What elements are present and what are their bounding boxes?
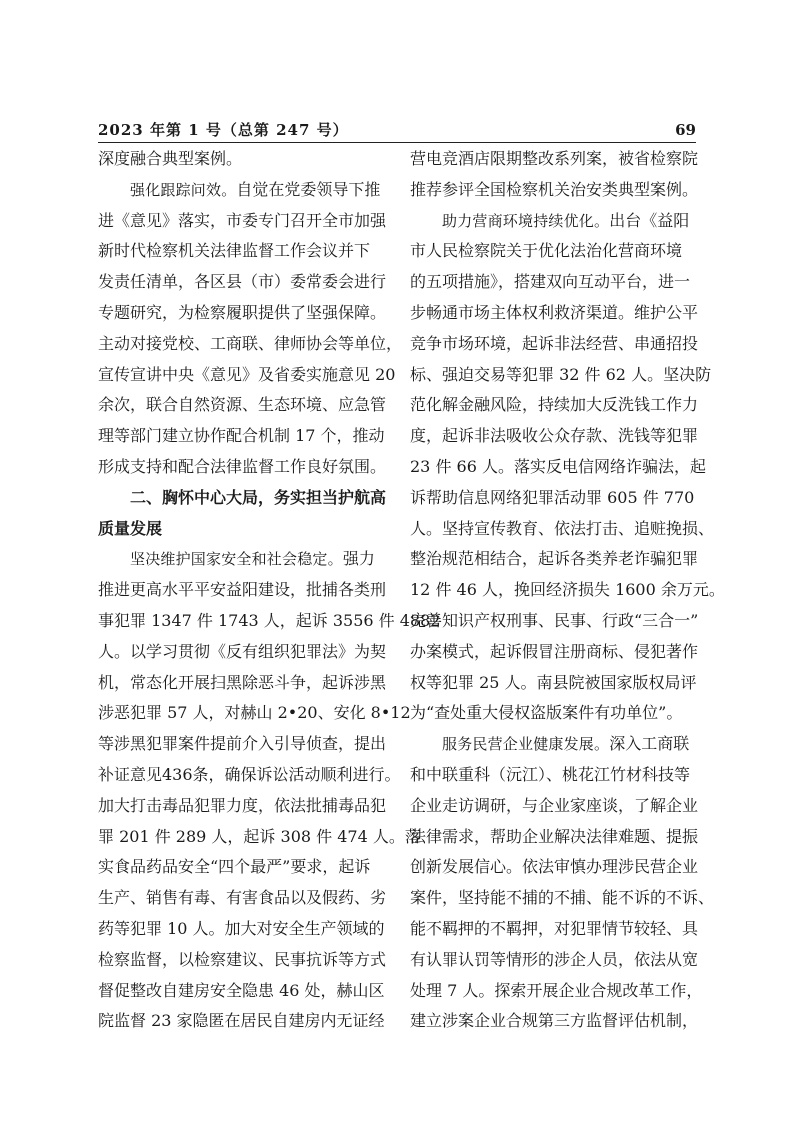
- text-line: 事犯罪 1347 件 1743 人，起诉 3556 件 4882: [98, 610, 441, 630]
- text-line: 涉恶犯罪 57 人，对赫山 2•20、安化 8•12: [98, 703, 411, 723]
- text-line: 主动对接党校、工商联、律师协会等单位，: [98, 333, 403, 353]
- paragraph-lead: 坚决维护国家安全和社会稳定。: [130, 550, 343, 569]
- text-line: 度，起诉非法吸收公众存款、洗钱等犯罪: [410, 426, 699, 446]
- right-column: [410, 144, 725, 1037]
- text-line: 推进更高水平平安益阳建设，批捕各类刑: [98, 580, 387, 600]
- text-line: 和中联重科（沅江）、桃花江竹材科技等: [410, 764, 691, 784]
- text-line: 补证意见436条，确保诉讼活动顺利进行。: [98, 764, 401, 784]
- text-line: 余次，联合自然资源、生态环境、应急管: [98, 395, 387, 415]
- text-line: 生产、销售有毒、有害食品以及假药、劣: [98, 888, 387, 908]
- text-line: 等涉黑犯罪案件提前介入引导侦查，提出: [98, 734, 387, 754]
- text-line: 院监督 23 家隐匿在居民自建房内无证经: [98, 1011, 385, 1031]
- section-heading-cont: 质量发展: [98, 518, 163, 538]
- text-line: 创新发展信心。依法审慎办理涉民营企业: [410, 857, 699, 877]
- text-line: 12 件 46 人，挽回经济损失 1600 余万元。: [410, 580, 725, 600]
- text-line: 新时代检察机关法律监督工作会议并下: [98, 241, 371, 261]
- text-line: 检察监督，以检察建议、民事抗诉等方式: [98, 949, 387, 969]
- text-line: 实食品药品安全“四个最严”要求，起诉: [98, 857, 371, 877]
- section-heading: 二、胸怀中心大局，务实担当护航高: [130, 487, 387, 507]
- text-run: 自觉在党委领导下推: [236, 179, 381, 199]
- text-line: 推荐参评全国检察机关治安类典型案例。: [410, 179, 699, 199]
- text-line: 完善知识产权刑事、民事、行政“三合一”: [410, 610, 699, 630]
- text-line: 范化解金融风险，持续加大反洗钱工作力: [410, 395, 699, 415]
- text-line: 标、强迫交易等犯罪 32 件 62 人。坚决防: [410, 364, 712, 384]
- text-line: 发责任清单，各区县（市）委常委会进行: [98, 272, 387, 292]
- text-run: 深入工商联: [609, 734, 690, 754]
- text-line: 专题研究，为检察履职提供了坚强保障。: [98, 302, 387, 322]
- paragraph-first-line: [410, 729, 698, 760]
- paragraph-first-line: [98, 175, 388, 206]
- text-line: 深度融合典型案例。: [98, 149, 243, 168]
- page-header: [98, 120, 696, 142]
- text-line: 为“查处重大侵权盗版案件有功单位”。: [410, 703, 683, 723]
- text-line: 药等犯罪 10 人。加大对安全生产领域的: [98, 918, 385, 938]
- text-line: 督促整改自建房安全隐患 46 处，赫山区: [98, 980, 385, 1000]
- text-line: 罪 201 件 289 人，起诉 308 件 474 人。落: [98, 826, 421, 846]
- text-line: 进《意见》落实，市委专门召开全市加强: [98, 210, 387, 230]
- paragraph-lead: 助力营商环境持续优化。: [442, 211, 610, 230]
- text-line: 法律需求，帮助企业解决法律难题、提振: [410, 826, 699, 846]
- text-line: 能不羁押的不羁押，对犯罪情节较轻、具: [410, 918, 699, 938]
- text-line: 诉帮助信息网络犯罪活动罪 605 件 770: [410, 487, 695, 507]
- text-line: 竞争市场环境，起诉非法经营、串通招投: [410, 333, 699, 353]
- text-line: 建立涉案企业合规第三方监督评估机制，: [410, 1011, 699, 1031]
- text-line: 机，常态化开展扫黑除恶斗争，起诉涉黑: [98, 672, 387, 692]
- text-line: 处理 7 人。探索开展企业合规改革工作，: [410, 980, 703, 1000]
- text-line: 有认罪认罚等情形的涉企人员，依法从宽: [410, 949, 699, 969]
- text-line: 案件，坚持能不捕的不捕、能不诉的不诉、: [410, 888, 715, 908]
- text-run: 强力: [342, 549, 375, 569]
- header-rule: [98, 142, 696, 143]
- paragraph-lead: 强化跟踪问效。: [130, 180, 237, 199]
- paragraph-lead: 服务民营企业健康发展。: [442, 735, 610, 754]
- text-line: 整治规范相结合，起诉各类养老诈骗犯罪: [410, 549, 699, 569]
- text-line: 步畅通市场主体权利救济渠道。维护公平: [410, 302, 699, 322]
- issue-info: 2023 年第 1 号（总第 247 号）: [98, 121, 349, 139]
- text-line: 理等部门建立协作配合机制 17 个，推动: [98, 426, 385, 446]
- text-line: 企业走访调研，与企业家座谈，了解企业: [410, 795, 699, 815]
- text-line: 权等犯罪 25 人。南县院被国家版权局评: [410, 672, 697, 692]
- text-line: 形成支持和配合法律监督工作良好氛围。: [98, 456, 387, 476]
- text-line: 宣传宣讲中央《意见》及省委实施意见 20: [98, 364, 396, 384]
- text-line: 办案模式，起诉假冒注册商标、侵犯著作: [410, 641, 699, 661]
- text-line: 营电竞酒店限期整改系列案，被省检察院: [410, 149, 699, 168]
- text-line: 23 件 66 人。落实反电信网络诈骗法，起: [410, 456, 706, 476]
- text-line: 人。以学习贯彻《反有组织犯罪法》为契: [98, 641, 387, 661]
- text-line: 的五项措施》，搭建双向互动平台，进一: [410, 272, 691, 292]
- text-line: 人。坚持宣传教育、依法打击、追赃挽损、: [410, 518, 715, 538]
- left-column: [98, 144, 441, 1037]
- paragraph-first-line: [410, 206, 698, 237]
- text-line: 市人民检察院关于优化法治化营商环境: [410, 241, 683, 261]
- page-number: 69: [675, 121, 696, 139]
- text-run: 出台《益阳: [609, 210, 690, 230]
- paragraph-first-line: [98, 544, 388, 575]
- text-line: 加大打击毒品犯罪力度，依法批捕毒品犯: [98, 795, 387, 815]
